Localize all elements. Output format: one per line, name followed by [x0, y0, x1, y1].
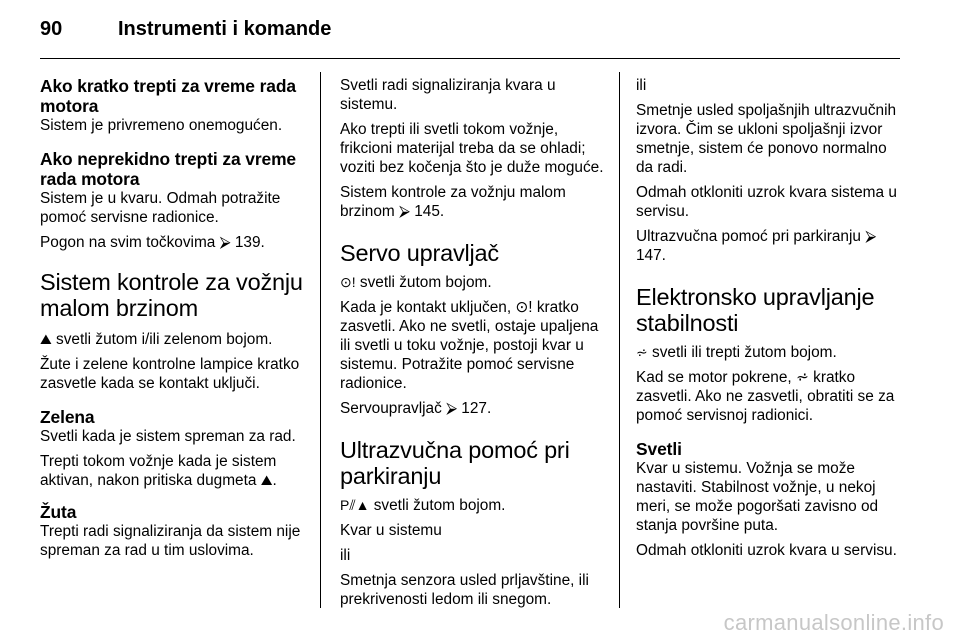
column-2 — [340, 76, 608, 615]
text-continuous-flash: Sistem je u kvaru. Odmah potražite pomoć servisne radionice. — [40, 190, 281, 226]
section-flash-while-running — [40, 76, 308, 135]
column-divider-2 — [619, 72, 620, 608]
hill-descent-icon: ⛰ — [40, 331, 52, 347]
text-esc-info: Kad se motor pokrene, ⩫ kratko zasvetli. Ako ne zasvetli, obratiti se za pomoć servisnoj radionici. — [636, 369, 895, 424]
text-servo-info: Kada je kontakt uključen, ⊙! kratko zasvetli. Ako ne svetli, ostaje upaljena ili svetli u toku vožnje, postoji kvar u sistemu. Potražite pomoć servisne radionice. — [340, 299, 599, 392]
text-hdc-hot: Ako trepti ili svetli tokom vožnje, frikcioni materijal treba da se ohladi; voziti bez kočenja što je duže moguće. — [340, 121, 604, 176]
column-3 — [636, 76, 904, 574]
green-active-end: . — [272, 472, 277, 489]
heading-lit: Svetli — [636, 439, 682, 459]
text-esc-intro — [636, 343, 904, 362]
parking-assist-icon: P⫽▲ — [340, 497, 370, 513]
heading-flash-while-running: Ako kratko trepti za vreme rada motora — [40, 76, 296, 116]
text-servo-intro — [340, 273, 608, 292]
text-hdc-fault: Svetli radi signaliziranja kvara u sistemu. — [340, 77, 556, 113]
text-park-intro — [340, 496, 608, 515]
power-steering-icon: ⊙! — [340, 274, 356, 290]
header-rule — [40, 58, 900, 59]
column-1 — [40, 76, 308, 574]
text-hdc-reference: Sistem kontrole za vožnju malom brzinom ⮚ 145. — [340, 184, 566, 220]
section-yellow — [40, 502, 308, 560]
text-green-ready: Svetli kada je sistem spreman za rad. — [40, 428, 296, 445]
text-yellow: Trepti radi signaliziranja da sistem nije spreman za rad u tim uslovima. — [40, 523, 301, 559]
column-divider-1 — [320, 72, 321, 608]
text-hdc-lamps: Žute i zelene kontrolne lampice kratko zasvetle kada se kontakt uključi. — [40, 356, 300, 392]
section-lit — [636, 439, 904, 560]
text-servo-reference: Servoupravljač ⮚ 127. — [340, 400, 492, 417]
esc-intro-text: svetli ili trepti žutom bojom. — [647, 344, 837, 361]
text-interference: Smetnje usled spoljašnjih ultrazvučnih izvora. Čim se ukloni spoljašnji izvor smetnje, sistem će ponovo normalno da radi. — [636, 102, 897, 176]
text-or: ili — [636, 77, 647, 94]
text-hdc-intro — [40, 330, 308, 349]
section-green — [40, 407, 308, 490]
watermark: carmanualsonline.info — [723, 610, 944, 635]
heading-green: Zelena — [40, 407, 95, 427]
text-park-fault: Kvar u sistemu — [340, 522, 442, 539]
page-title: Instrumenti i komande — [118, 18, 332, 40]
heading-hill-descent: Sistem kontrole za vožnju malom brzinom — [40, 269, 303, 321]
hill-descent-button-icon: ⛰ — [260, 472, 273, 488]
text-park-dirt: Smetnja senzora usled prljavštine, ili prekrivenosti ledom ili snegom. — [340, 572, 589, 608]
text-lit-info: Kvar u sistemu. Vožnja se može nastaviti. Stabilnost vožnje, u nekoj meri, se može pogoršati zavisno od stanja površine puta. — [636, 460, 879, 534]
heading-yellow: Žuta — [40, 502, 77, 522]
green-active-text: Trepti tokom vožnje kada je sistem aktivan, nakon pritiska dugmeta — [40, 453, 277, 489]
park-intro-text: svetli žutom bojom. — [369, 497, 506, 514]
text-fix-system: Odmah otkloniti uzrok kvara sistema u servisu. — [636, 184, 897, 220]
text-park-or: ili — [340, 547, 351, 564]
heading-esc: Elektronsko upravljanje stabilnosti — [636, 284, 875, 336]
heading-power-steering: Servo upravljač — [340, 240, 499, 266]
esc-icon: ⩫ — [636, 344, 648, 360]
text-lit-fix: Odmah otkloniti uzrok kvara u servisu. — [636, 542, 897, 559]
servo-intro-text: svetli žutom bojom. — [355, 274, 492, 291]
hdc-intro-text: svetli žutom i/ili zelenom bojom. — [51, 331, 273, 348]
section-continuous-flash — [40, 149, 308, 227]
text-awd-reference: Pogon na svim točkovima ⮚ 139. — [40, 234, 265, 251]
heading-parking-assist: Ultrazvučna pomoć pri parkiranju — [340, 437, 570, 489]
text-flash-while-running: Sistem je privremeno onemogućen. — [40, 117, 283, 134]
page-number: 90 — [40, 18, 63, 40]
text-park-reference: Ultrazvučna pomoć pri parkiranju ⮚ 147. — [636, 228, 877, 264]
text-green-active — [40, 452, 308, 490]
heading-continuous-flash: Ako neprekidno trepti za vreme rada motora — [40, 149, 297, 189]
